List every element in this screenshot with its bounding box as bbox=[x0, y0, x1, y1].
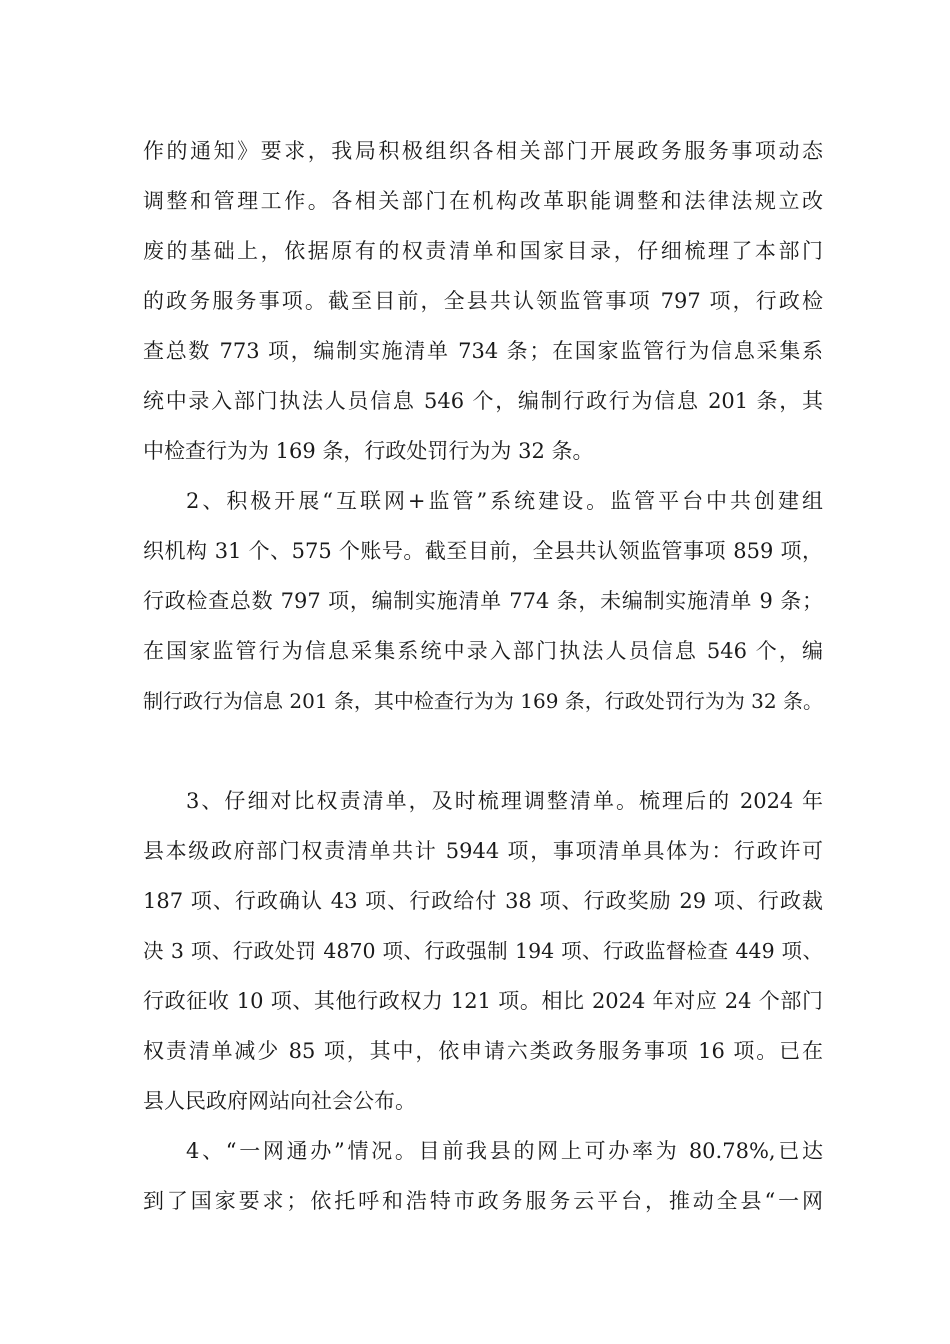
paragraph-line: 县人民政府网站向社会公布。 bbox=[143, 1089, 416, 1113]
paragraph-line: 4、“一网通办”情况。目前我县的网上可办率为 80.78%,已达 bbox=[186, 1139, 823, 1163]
paragraph-line: 187 项、行政确认 43 项、行政给付 38 项、行政奖励 29 项、行政裁 bbox=[143, 889, 823, 913]
paragraph-line: 县本级政府部门权责清单共计 5944 项，事项清单具体为：行政许可 bbox=[143, 839, 823, 863]
paragraph-line: 2、积极开展“互联网+监管”系统建设。监管平台中共创建组 bbox=[186, 489, 823, 513]
paragraph-line: 3、仔细对比权责清单，及时梳理调整清单。梳理后的 2024 年 bbox=[186, 789, 823, 813]
paragraph-line: 统中录入部门执法人员信息 546 个，编制行政行为信息 201 条，其 bbox=[143, 389, 823, 413]
paragraph-line: 制行政行为信息 201 条，其中检查行为为 169 条，行政处罚行为为 32 条。 bbox=[143, 689, 823, 713]
paragraph-line: 决 3 项、行政处罚 4870 项、行政强制 194 项、行政监督检查 449 项、 bbox=[143, 939, 823, 963]
paragraph-line: 行政征收 10 项、其他行政权力 121 项。相比 2024 年对应 24 个部门 bbox=[143, 989, 823, 1013]
paragraph-line: 中检查行为为 169 条，行政处罚行为为 32 条。 bbox=[143, 439, 594, 463]
paragraph-line: 权责清单减少 85 项，其中，依申请六类政务服务事项 16 项。已在 bbox=[143, 1039, 823, 1063]
paragraph-line: 织机构 31 个、575 个账号。截至目前，全县共认领监管事项 859 项， bbox=[143, 539, 823, 563]
paragraph-line: 查总数 773 项，编制实施清单 734 条；在国家监管行为信息采集系 bbox=[143, 339, 823, 363]
paragraph-line: 到了国家要求；依托呼和浩特市政务服务云平台，推动全县“一网 bbox=[143, 1189, 823, 1213]
paragraph-line: 废的基础上，依据原有的权责清单和国家目录，仔细梳理了本部门 bbox=[143, 239, 823, 263]
paragraph-line: 在国家监管行为信息采集系统中录入部门执法人员信息 546 个，编 bbox=[143, 639, 823, 663]
paragraph-line: 的政务服务事项。截至目前，全县共认领监管事项 797 项，行政检 bbox=[143, 289, 823, 313]
paragraph-line: 作的通知》要求，我局积极组织各相关部门开展政务服务事项动态 bbox=[143, 139, 823, 163]
paragraph-line: 调整和管理工作。各相关部门在机构改革职能调整和法律法规立改 bbox=[143, 189, 823, 213]
paragraph-line: 行政检查总数 797 项，编制实施清单 774 条，未编制实施清单 9 条； bbox=[143, 589, 823, 613]
